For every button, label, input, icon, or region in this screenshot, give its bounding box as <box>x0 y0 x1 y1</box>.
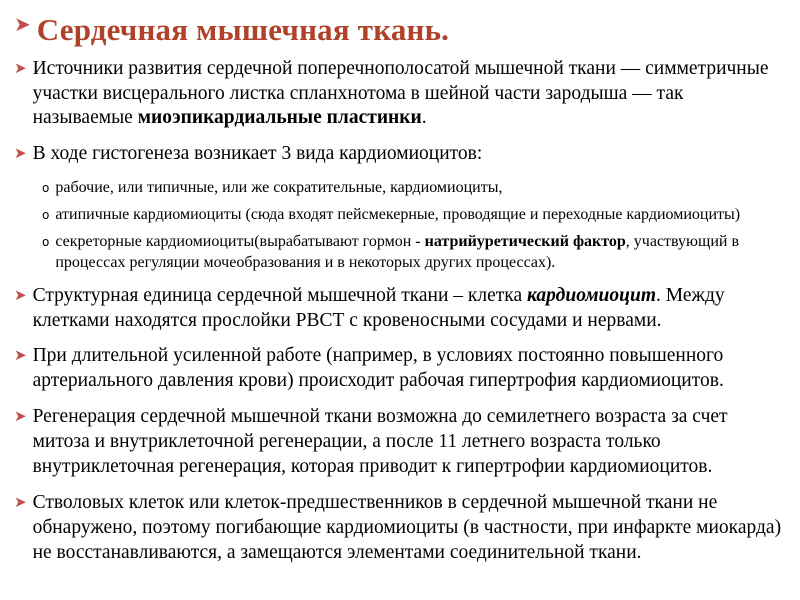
text-run: натрийуретический фактор <box>424 232 626 250</box>
text-run: рабочие, или типичные, или же сократительные, кардиомиоциты, <box>55 179 503 197</box>
arrow-bullet-icon: ➤ <box>14 12 31 36</box>
text-run: миоэпикардиальные пластинки <box>137 107 422 129</box>
arrow-bullet-icon: ➤ <box>14 285 27 304</box>
bullet-paragraph <box>14 142 786 167</box>
sub-bullet-paragraph <box>14 232 786 274</box>
text-run: . <box>421 107 427 129</box>
text-run: секреторные кардиомиоциты(вырабатывают гормон - <box>55 232 425 250</box>
slide-content <box>14 57 786 567</box>
text-run: При длительной усиленной работе (например, в условиях постоянно повышенного артериального давления крови) происходит рабочая гипертрофия кардиомиоцитов. <box>32 345 724 392</box>
slide-title-row <box>14 14 786 47</box>
page-title: Сердечная мышечная ткань. <box>36 12 450 47</box>
bullet-paragraph <box>14 405 786 480</box>
paragraph-text <box>33 405 786 480</box>
sub-bullet-paragraph <box>14 205 786 226</box>
arrow-bullet-icon: ➤ <box>14 58 27 77</box>
text-run: кардиомиоцит <box>527 284 657 306</box>
bullet-paragraph <box>14 57 786 132</box>
bullet-paragraph <box>14 284 786 334</box>
circle-bullet-icon: о <box>42 234 50 249</box>
bullet-paragraph <box>14 344 786 394</box>
text-run: Источники развития сердечной поперечнополосатой мышечной ткани — симметричные участки висцерального листка спланхнотома в шейной части зародыша — так называемые <box>32 57 769 129</box>
paragraph-text <box>55 205 786 226</box>
arrow-bullet-icon: ➤ <box>14 493 27 512</box>
paragraph-text <box>33 142 786 167</box>
bullet-paragraph <box>14 491 786 566</box>
text-run: атипичные кардиомиоциты (сюда входят пейсмекерные, проводящие и переходные кардиомиоциты) <box>55 206 741 224</box>
text-run: Структурная единица сердечной мышечной ткани – клетка <box>32 284 528 306</box>
circle-bullet-icon: о <box>42 208 50 223</box>
arrow-bullet-icon: ➤ <box>14 407 27 426</box>
paragraph-text <box>33 284 786 334</box>
text-run: В ходе гистогенеза возникает 3 вида кардиомиоцитов: <box>32 143 483 165</box>
text-run: Регенерация сердечной мышечной ткани возможна до семилетнего возраста за счет митоза и внутриклеточной регенерации, а после 11 летнего возраста только внутриклеточная регенерация, которая приводит к гипертрофии кардиомиоцитов. <box>32 406 728 478</box>
text-run: . Между клетками находятся прослойки РВСТ с кровеносными сосудами и нервами. <box>32 284 725 331</box>
paragraph-text <box>33 491 786 566</box>
circle-bullet-icon: о <box>42 181 50 196</box>
text-run: , участвующий в процессах регуляции мочеобразования и в некоторых других процессах). <box>55 232 739 271</box>
paragraph-text <box>33 344 786 394</box>
paragraph-text <box>33 57 786 132</box>
text-run: Стволовых клеток или клеток-предшественников в сердечной мышечной ткани не обнаружено, поэтому погибающие кардиомиоциты (в частности, при инфаркте миокарда) не восстанавливаются, а замещаются элементами соединительной ткани. <box>32 492 782 564</box>
paragraph-text <box>55 232 786 274</box>
arrow-bullet-icon: ➤ <box>14 144 27 163</box>
arrow-bullet-icon: ➤ <box>14 346 27 365</box>
sub-bullet-paragraph <box>14 178 786 199</box>
sub-bullet-group <box>14 178 786 273</box>
paragraph-text <box>55 178 786 199</box>
